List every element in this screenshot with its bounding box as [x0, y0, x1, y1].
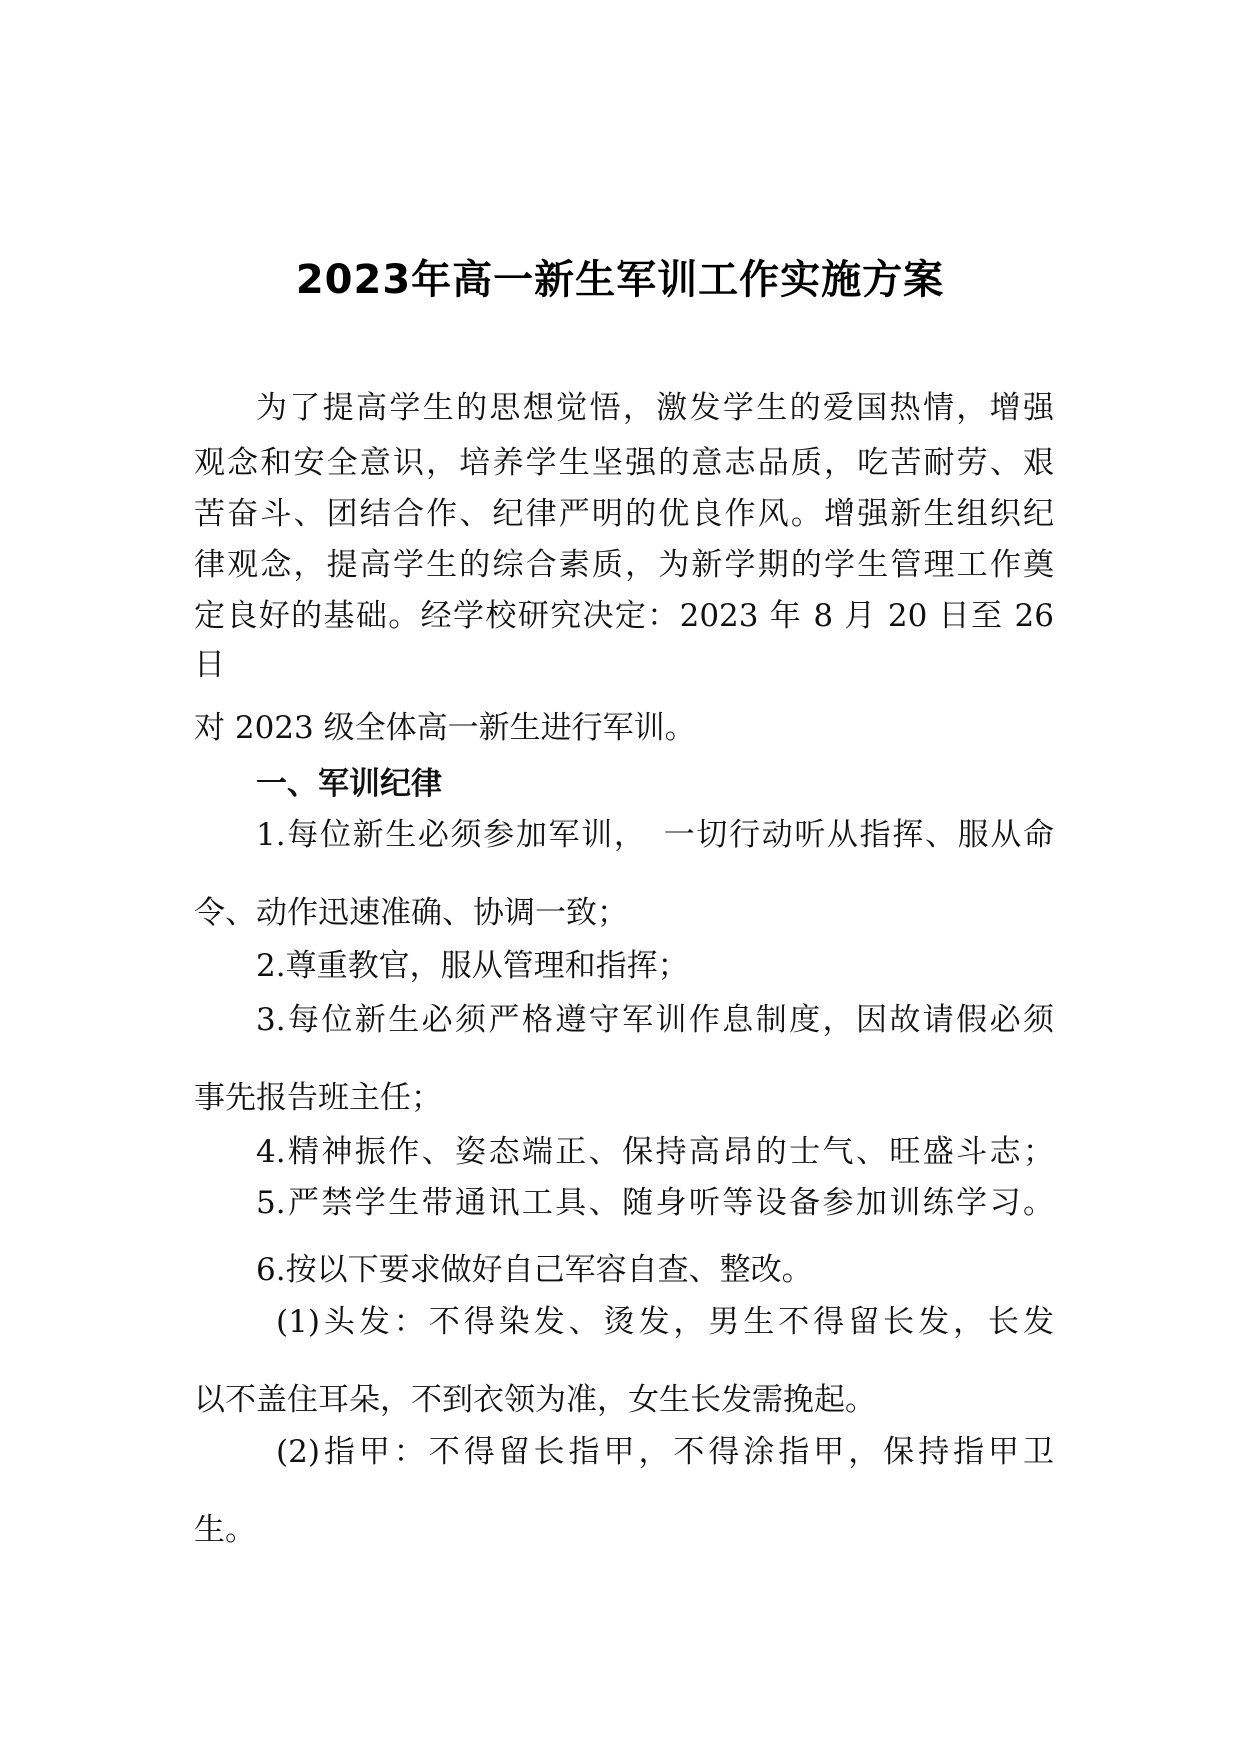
intro-line-1: 为了提高学生的思想觉悟，激发学生的爱国热情，增强: [256, 390, 1054, 426]
rule-4: 4.精神振作、姿态端正、保持高昂的士气、旺盛斗志；: [256, 1134, 1054, 1170]
intro-line-2: 观念和安全意识，培养学生坚强的意志品质，吃苦耐劳、艰: [194, 445, 1054, 481]
rule-1-line-1: 1.每位新生必须参加军训， 一切行动听从指挥、服从命: [256, 817, 1054, 853]
rule-5: 5.严禁学生带通讯工具、随身听等设备参加训练学习。: [256, 1185, 1054, 1221]
rule-3-line-2: 事先报告班主任；: [194, 1080, 442, 1116]
rule-1-line-2: 令、动作迅速准确、协调一致；: [194, 895, 628, 931]
sub-rule-1-line-1: (1)头发：不得染发、烫发，男生不得留长发，长发: [276, 1304, 1054, 1340]
rule-2: 2.尊重教官，服从管理和指挥；: [256, 948, 689, 984]
intro-line-4: 律观念，提高学生的综合素质，为新学期的学生管理工作奠: [194, 547, 1054, 583]
intro-line-6: 日: [194, 647, 225, 683]
document-title: 2023年高一新生军训工作实施方案: [295, 257, 945, 303]
sub-rule-2-line-1: (2)指甲：不得留长指甲，不得涂指甲，保持指甲卫: [276, 1434, 1054, 1470]
intro-line-7: 对 2023 级全体高一新生进行军训。: [194, 710, 696, 746]
section-heading: 一、军训纪律: [256, 766, 442, 802]
rule-3-line-1: 3.每位新生必须严格遵守军训作息制度，因故请假必须: [256, 1002, 1054, 1038]
intro-line-3: 苦奋斗、团结合作、纪律严明的优良作风。增强新生组织纪: [194, 496, 1054, 532]
intro-line-5: 定良好的基础。经学校研究决定：2023 年 8 月 20 日至 26: [194, 598, 1054, 634]
sub-rule-1-line-2: 以不盖住耳朵，不到衣领为准，女生长发需挽起。: [194, 1382, 876, 1418]
sub-rule-2-line-2: 生。: [194, 1512, 256, 1548]
rule-6: 6.按以下要求做好自己军容自查、整改。: [256, 1252, 813, 1288]
